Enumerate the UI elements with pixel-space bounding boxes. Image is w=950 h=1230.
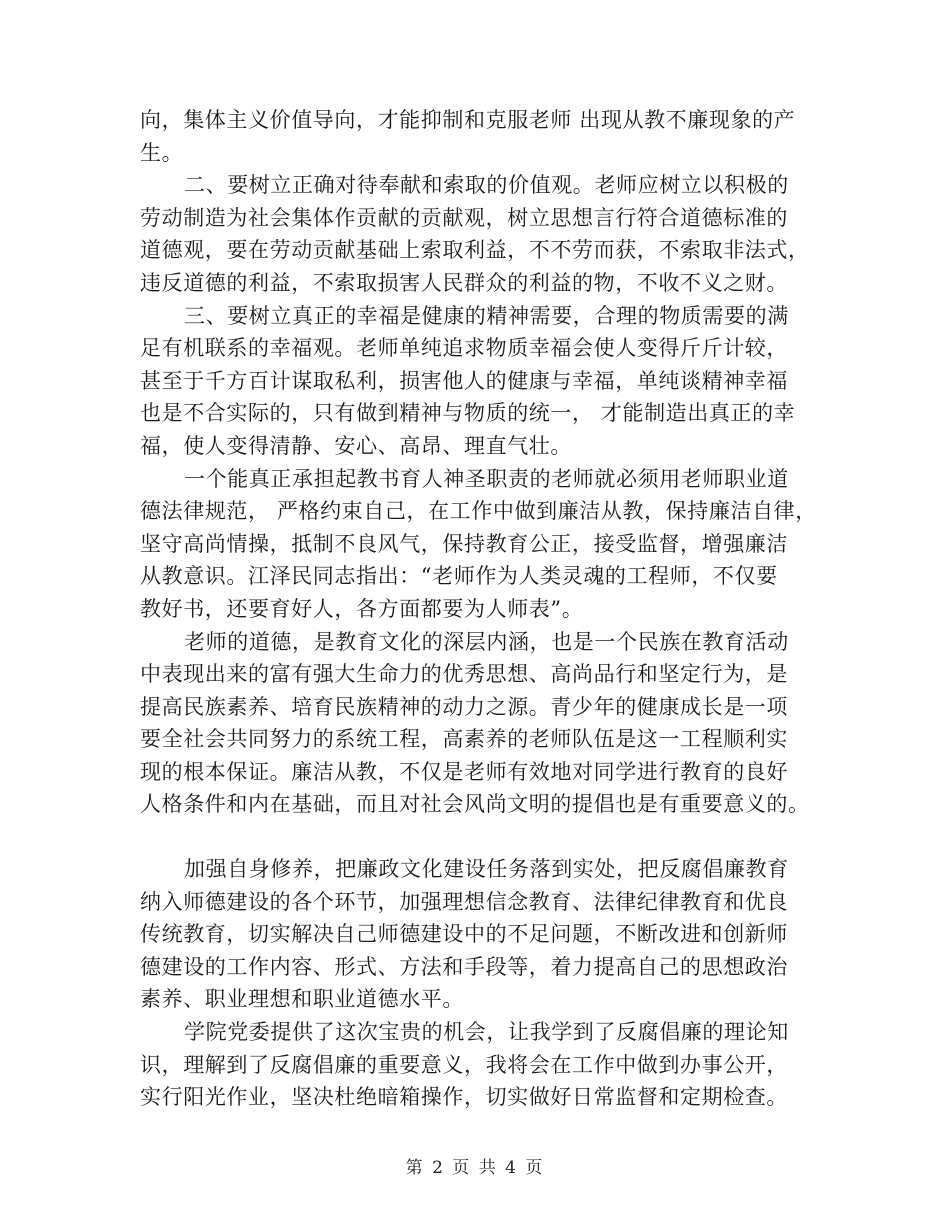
paragraph-start: 加强自身修养，把廉政文化建设任务落到实处，把反腐倡廉教育 xyxy=(184,857,789,882)
text-line: 现的根本保证。廉洁从教，不仅是老师有效地对同学进行教育的良好 xyxy=(140,759,788,784)
text-line: 甚至于千方百计谋取私利，损害他人的健康与幸福，单纯谈精神幸福 xyxy=(140,368,788,393)
text-line: 纳入师德建设的各个环节，加强理想信念教育、法律纪律教育和优良 xyxy=(140,889,788,914)
document-body xyxy=(140,104,817,1114)
text-line: 也是不合实际的，只有做到精神与物质的统一， 才能制造出真正的幸 xyxy=(140,401,796,426)
text-line: 人格条件和内在基础，而且对社会风尚文明的提倡也是有重要意义的。 xyxy=(140,792,810,817)
text-line: 素养、职业理想和职业道德水平。 xyxy=(140,987,464,1012)
text-line: 教好书，还要育好人，各方面都要为人师表”。 xyxy=(140,596,584,621)
text-line: 识，理解到了反腐倡廉的重要意义，我将会在工作中做到办事公开， xyxy=(140,1052,788,1077)
paragraph-start: 三、要树立真正的幸福是健康的精神需要，合理的物质需要的满 xyxy=(184,303,789,328)
text-line: 提高民族素养、培育民族精神的动力之源。青少年的健康成长是一项 xyxy=(140,694,788,719)
page-number-footer: 第 2 页 共 4 页 xyxy=(405,1158,545,1178)
text-line: 违反道德的利益，不索取损害人民群众的利益的物，不收不义之财。 xyxy=(140,270,788,295)
paragraph-gap xyxy=(140,821,810,853)
paragraph-start: 学院党委提供了这次宝贵的机会，让我学到了反腐倡廉的理论知 xyxy=(184,1020,789,1045)
text-line: 劳动制造为社会集体作贡献的贡献观，树立思想言行符合道德标准的 xyxy=(140,205,788,230)
text-line: 道德观，要在劳动贡献基础上索取利益，不不劳而获，不索取非法式， xyxy=(140,238,810,263)
text-line: 中表现出来的富有强大生命力的优秀思想、高尚品行和坚定行为，是 xyxy=(140,662,788,687)
text-line: 向，集体主义价值导向，才能抑制和克服老师 出现从教不廉现象的产 xyxy=(140,108,796,132)
paragraph-start: 老师的道德，是教育文化的深层内涵，也是一个民族在教育活动 xyxy=(184,629,789,654)
text-line: 传统教育，切实解决自己师德建设中的不足问题，不断改进和创新师 xyxy=(140,922,788,947)
paragraph-start: 二、要树立正确对待奉献和索取的价值观。老师应树立以积极的 xyxy=(184,173,789,198)
text-line: 要全社会共同努力的系统工程，高素养的老师队伍是这一工程顺利实 xyxy=(140,727,788,752)
text-line: 实行阳光作业，坚决杜绝暗箱操作，切实做好日常监督和定期检查。 xyxy=(140,1085,788,1110)
text-line: 坚守高尚情操，抵制不良风气，保持教育公正，接受监督，增强廉洁 xyxy=(140,531,788,556)
text-line: 德法律规范， 严格约束自己，在工作中做到廉洁从教，保持廉洁自律， xyxy=(140,499,817,524)
text-line: 足有机联系的幸福观。老师单纯追求物质幸福会使人变得斤斤计较， xyxy=(140,336,788,361)
text-line: 生。 xyxy=(140,140,184,165)
text-line: 德建设的工作内容、形式、方法和手段等，着力提高自己的思想政治 xyxy=(140,954,788,979)
text-line: 从教意识。江泽民同志指出：“老师作为人类灵魂的工程师，不仅要 xyxy=(140,564,778,589)
paragraph-start: 一个能真正承担起教书育人神圣职责的老师就必须用老师职业道 xyxy=(184,466,789,491)
text-line: 福，使人变得清静、安心、高昂、理直气壮。 xyxy=(140,433,572,458)
